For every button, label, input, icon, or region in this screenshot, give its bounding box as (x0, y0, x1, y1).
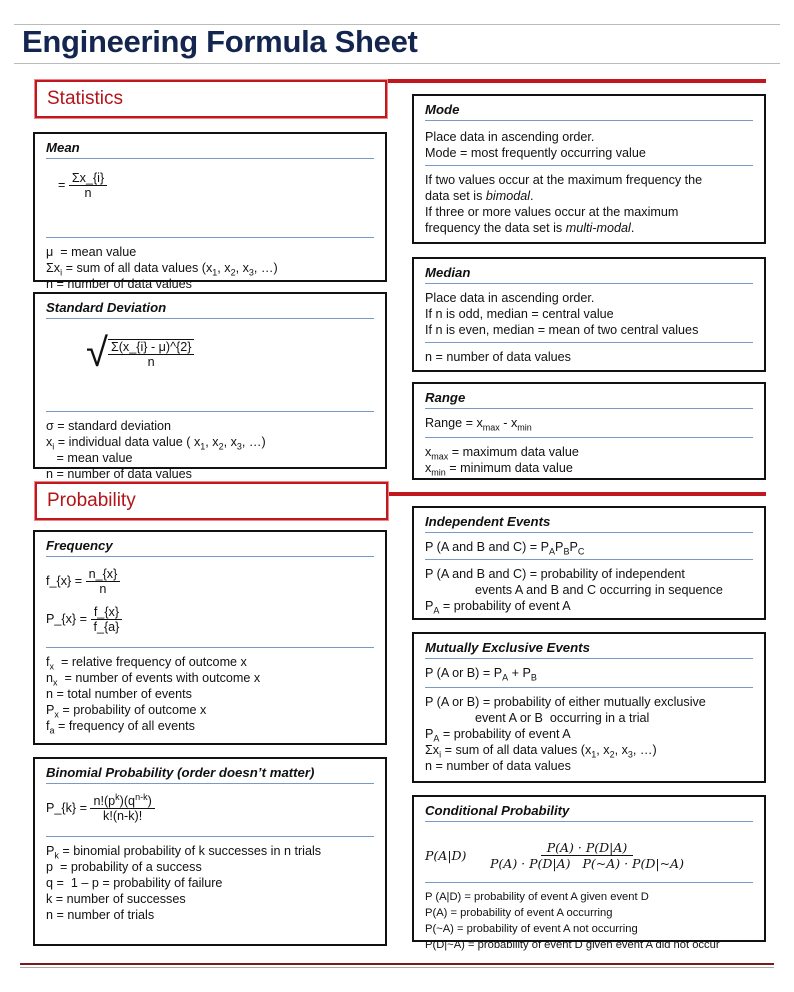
denominator: n (84, 186, 92, 200)
sqrt-icon: √ (86, 331, 108, 375)
text-fragment: A (502, 672, 509, 683)
definition-line: P (A or B) = probability of either mutually exclusive (425, 695, 706, 709)
binomial-box (33, 757, 387, 946)
text-fragment: 1 (200, 441, 206, 452)
definition-line: $n_x$ = number of events with outcome x (46, 671, 261, 688)
stddev-formula (46, 325, 374, 411)
definition-line: $\Sigma x_i$ = sum of all data values ($x_1$, $x_2$, $x_3$, …) (425, 743, 657, 760)
mutual-definitions (425, 694, 753, 710)
footer-rule (20, 963, 774, 965)
box-title: Frequency (46, 538, 113, 553)
range-definitions (425, 444, 753, 476)
denominator-term-1: P(A) · P(D|A) (490, 855, 571, 871)
definition-line: events A and B and C occurring in sequence (475, 583, 723, 597)
page-title: Engineering Formula Sheet (22, 24, 418, 59)
definition-line: n = number of trials (46, 908, 155, 922)
text-fragment: a (49, 725, 55, 736)
definition-line: If three or more values occur at the maximum (425, 205, 679, 219)
mean-box (33, 132, 387, 291)
definition-line: n = number of data values (425, 759, 571, 773)
lhs: f_{x} = (46, 573, 83, 588)
definition-line: Range = $x_{max} - x_{min}$ (425, 416, 532, 433)
text-fragment: multi-modal (565, 221, 631, 235)
text-fragment: 3 (236, 441, 242, 452)
binomial-definitions (46, 843, 374, 923)
definition-line: $P_A$ = probability of event A (425, 727, 571, 744)
text-fragment: x (54, 709, 59, 720)
numerator: $n!(p^k)(q^{n-k})$ (90, 794, 154, 809)
box-title: Standard Deviation (46, 300, 167, 315)
mutual-formula (425, 665, 753, 681)
denominator: n (99, 582, 107, 596)
lhs: P_{x} = (46, 611, 87, 626)
text-fragment: k (54, 850, 59, 861)
definition-line: $x_{min}$ = minimum data value (425, 461, 573, 478)
definition-line: P(~A) = probability of event A not occurring (425, 923, 638, 935)
text-fragment: 1 (212, 267, 218, 278)
mean-formula (46, 165, 374, 237)
denominator: n (147, 354, 155, 369)
definition-line: k = number of successes (46, 892, 186, 906)
box-title: Binomial Probability (order doesn’t matter) (46, 765, 315, 780)
lhs: P(A|D) (425, 847, 467, 863)
denominator-term-2: P(~A) · P(D|~A) (582, 855, 684, 871)
frequency-formula-1 (46, 563, 374, 601)
text-fragment: x (53, 677, 58, 688)
median-notes (425, 349, 753, 365)
text-fragment: 3 (627, 749, 633, 760)
definition-line: = mean value (46, 451, 133, 465)
numerator: Σx_{i} (69, 171, 107, 186)
median-lines (425, 290, 753, 338)
definition-line: $P_k$ = binomial probability of k successes in n trials (46, 844, 322, 861)
conditional-definitions (425, 889, 753, 953)
range-box (412, 382, 766, 480)
title-rule (14, 63, 780, 64)
mode-lines (425, 129, 753, 161)
text-fragment: 2 (609, 749, 615, 760)
equals: = (58, 177, 66, 192)
text-fragment: 2 (230, 267, 236, 278)
stddev-box (33, 292, 387, 481)
text-fragment: 1 (591, 749, 597, 760)
definition-line: $P_x$ = probability of outcome x (46, 703, 207, 720)
independent-definitions-2 (425, 598, 753, 614)
box-title: Mutually Exclusive Events (425, 640, 590, 655)
binomial-formula (46, 790, 374, 836)
footer-rule-2 (20, 967, 774, 968)
text-fragment: max (482, 422, 500, 433)
denominator: k!(n-k)! (103, 809, 143, 823)
text-fragment: C (577, 546, 585, 557)
box-title: Median (425, 265, 471, 280)
text-fragment: x (49, 661, 54, 672)
text-fragment: i (60, 267, 63, 278)
box-title: Independent Events (425, 514, 551, 529)
definition-line: n = total number of events (46, 687, 192, 701)
stddev-definitions (46, 418, 374, 482)
box-title: Mode (425, 102, 460, 117)
numerator: P(A) · P(D|A) (541, 840, 634, 856)
text-fragment: i (439, 749, 442, 760)
definition-line: $x_{max}$ = maximum data value (425, 445, 579, 462)
range-formula (425, 415, 753, 431)
definition-line: $f_a$ = frequency of all events (46, 719, 195, 736)
numerator: Σ(x_{i} - μ)^{2} (108, 340, 194, 355)
independent-definitions (425, 566, 753, 582)
definition-line: q = 1 – p = probability of failure (46, 876, 223, 890)
definition-line: n = number of data values (425, 350, 571, 364)
definition-line: σ = standard deviation (46, 419, 172, 433)
denominator: f_{a} (93, 620, 120, 634)
text-fragment: min (517, 422, 532, 433)
definition-line: If two values occur at the maximum frequency the (425, 173, 703, 187)
definition-line: p = probability of a success (46, 860, 202, 874)
definition-line: frequency the data set is multi-modal. (425, 221, 635, 235)
lhs: P_{k} = (46, 800, 87, 815)
frequency-formula-2 (46, 601, 374, 647)
text-fragment: max (431, 451, 449, 462)
box-title: Conditional Probability (425, 803, 570, 818)
text-fragment: k (115, 791, 120, 802)
median-box (412, 257, 766, 372)
definition-line: P(D|~A) = probability of event D given event A did not occur (425, 939, 720, 951)
definition-line: n = number of data values (46, 277, 192, 291)
definition-line: P (A and B and $C) = P_AP_BP_C$ (425, 540, 585, 557)
definition-line: P (A and B and C) = probability of independent (425, 567, 685, 581)
mean-definitions (46, 244, 374, 292)
text-fragment: n-k (135, 791, 148, 802)
frequency-box (33, 530, 387, 745)
definition-line: $x_i$ = individual data value ( $x_1$, $x_2$, $x_3$, …) (46, 435, 266, 452)
section-statistics: Statistics (35, 80, 387, 118)
mode-box (412, 94, 766, 244)
text-fragment: 3 (248, 267, 254, 278)
definition-line: P (A|D) = probability of event A given event D (425, 891, 649, 903)
definition-line: If n is even, median = mean of two central values (425, 323, 699, 337)
mutually-exclusive-box (412, 632, 766, 783)
numerator: f_{x} (91, 605, 122, 620)
text-fragment: B (530, 672, 537, 683)
definition-line: event A or B occurring in a trial (475, 711, 650, 725)
definition-line: Place data in ascending order. (425, 291, 595, 305)
independent-formula (425, 539, 753, 555)
definition-line: n = number of data values (46, 467, 192, 481)
definition-line: $P_A$ = probability of event A (425, 599, 571, 616)
numerator: n_{x} (86, 567, 121, 582)
independent-events-box (412, 506, 766, 620)
definition-line: P(A) = probability of event A occurring (425, 907, 613, 919)
definition-line: data set is bimodal. (425, 189, 534, 203)
section-line (385, 79, 766, 83)
text-fragment: A (549, 546, 556, 557)
mode-notes (425, 172, 753, 236)
mutual-definitions-2 (425, 726, 753, 774)
text-fragment: i (52, 441, 55, 452)
definition-line: $\Sigma x_i$ = sum of all data values ($x_1$, $x_2$, $x_3$, …) (46, 261, 278, 278)
definition-line: Place data in ascending order. (425, 130, 595, 144)
section-line (386, 492, 766, 496)
text-fragment: A (433, 605, 440, 616)
definition-line: P (A or $B) = P_A + P_B$ (425, 666, 537, 683)
text-fragment: A (433, 733, 440, 744)
text-fragment: 2 (218, 441, 224, 452)
section-probability: Probability (35, 482, 388, 520)
definition-line: Mode = most frequently occurring value (425, 146, 646, 160)
conditional-box (412, 795, 766, 951)
definition-line: If n is odd, median = central value (425, 307, 614, 321)
box-title: Mean (46, 140, 80, 155)
definition-line: $f_x$ = relative frequency of outcome x (46, 655, 247, 672)
conditional-formula (425, 828, 753, 882)
text-fragment: min (431, 467, 446, 478)
text-fragment: bimodal (485, 189, 531, 203)
text-fragment: B (563, 546, 570, 557)
box-title: Range (425, 390, 466, 405)
definition-line: μ = mean value (46, 245, 137, 259)
frequency-definitions (46, 654, 374, 734)
